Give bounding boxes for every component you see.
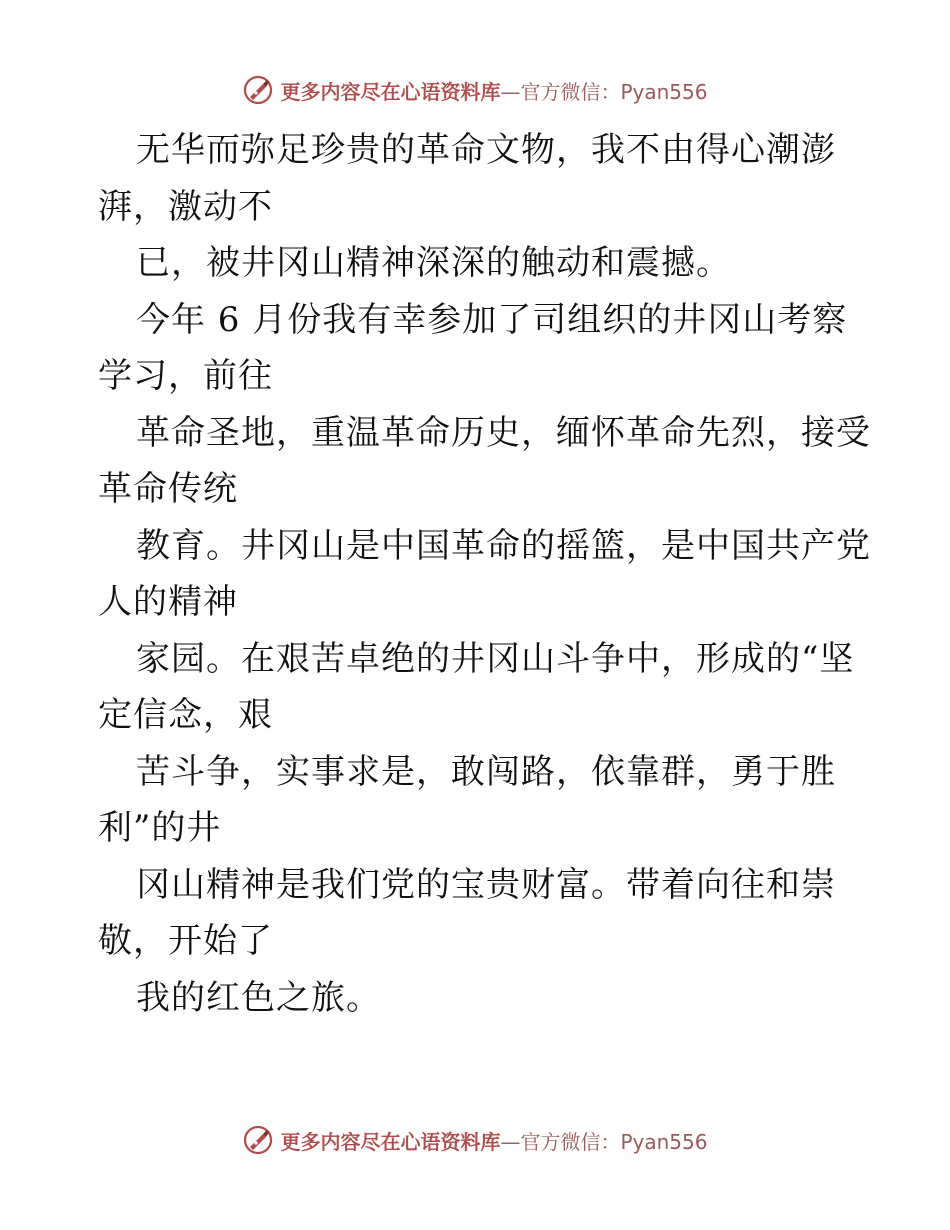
banner-wechat-text: 官方微信：Pyan556 [520, 79, 708, 104]
text-line: 教育。井冈山是中国革命的摇篮，是中国共产党 [136, 525, 871, 566]
banner-text [280, 76, 707, 105]
footer-banner [0, 1120, 950, 1160]
text-line: 学习，前往 [98, 356, 273, 396]
text-line: 定信念，艰 [98, 695, 273, 735]
pen-nib-logo-icon [242, 74, 274, 106]
text-line: 我的红色之旅。 [136, 977, 381, 1018]
banner-dash: — [500, 1129, 521, 1154]
text-line: 苦斗争，实事求是，敢闯路，依靠群，勇于胜 [136, 751, 836, 792]
banner-main-text: 更多内容尽在心语资料库 [280, 79, 501, 104]
text-line: 今年 6 月份我有幸参加了司组织的井冈山考察 [136, 299, 848, 340]
banner-dash: — [500, 79, 521, 104]
text-line: 家园。在艰苦卓绝的井冈山斗争中，形成的“坚 [136, 638, 855, 679]
text-line: 已，被井冈山精神深深的触动和震撼。 [136, 243, 731, 283]
text-line: 湃，激动不 [98, 186, 273, 227]
text-line: 人的精神 [98, 582, 238, 622]
text-line: 利”的井 [98, 808, 222, 848]
text-line: 冈山精神是我们党的宝贵财富。带着向往和崇 [136, 864, 836, 905]
banner-main-text: 更多内容尽在心语资料库 [280, 1129, 501, 1154]
text-line: 无华而弥足珍贵的革命文物，我不由得心潮澎 [136, 130, 836, 170]
header-banner [0, 70, 950, 110]
text-line: 敬，开始了 [98, 921, 273, 961]
document-body [98, 122, 871, 1026]
text-line: 革命圣地，重温革命历史，缅怀革命先烈，接受 [136, 412, 871, 453]
banner-wechat-text: 官方微信：Pyan556 [520, 1129, 708, 1154]
pen-nib-logo-icon [242, 1124, 274, 1156]
text-line: 革命传统 [98, 469, 238, 509]
banner-text [280, 1126, 707, 1155]
